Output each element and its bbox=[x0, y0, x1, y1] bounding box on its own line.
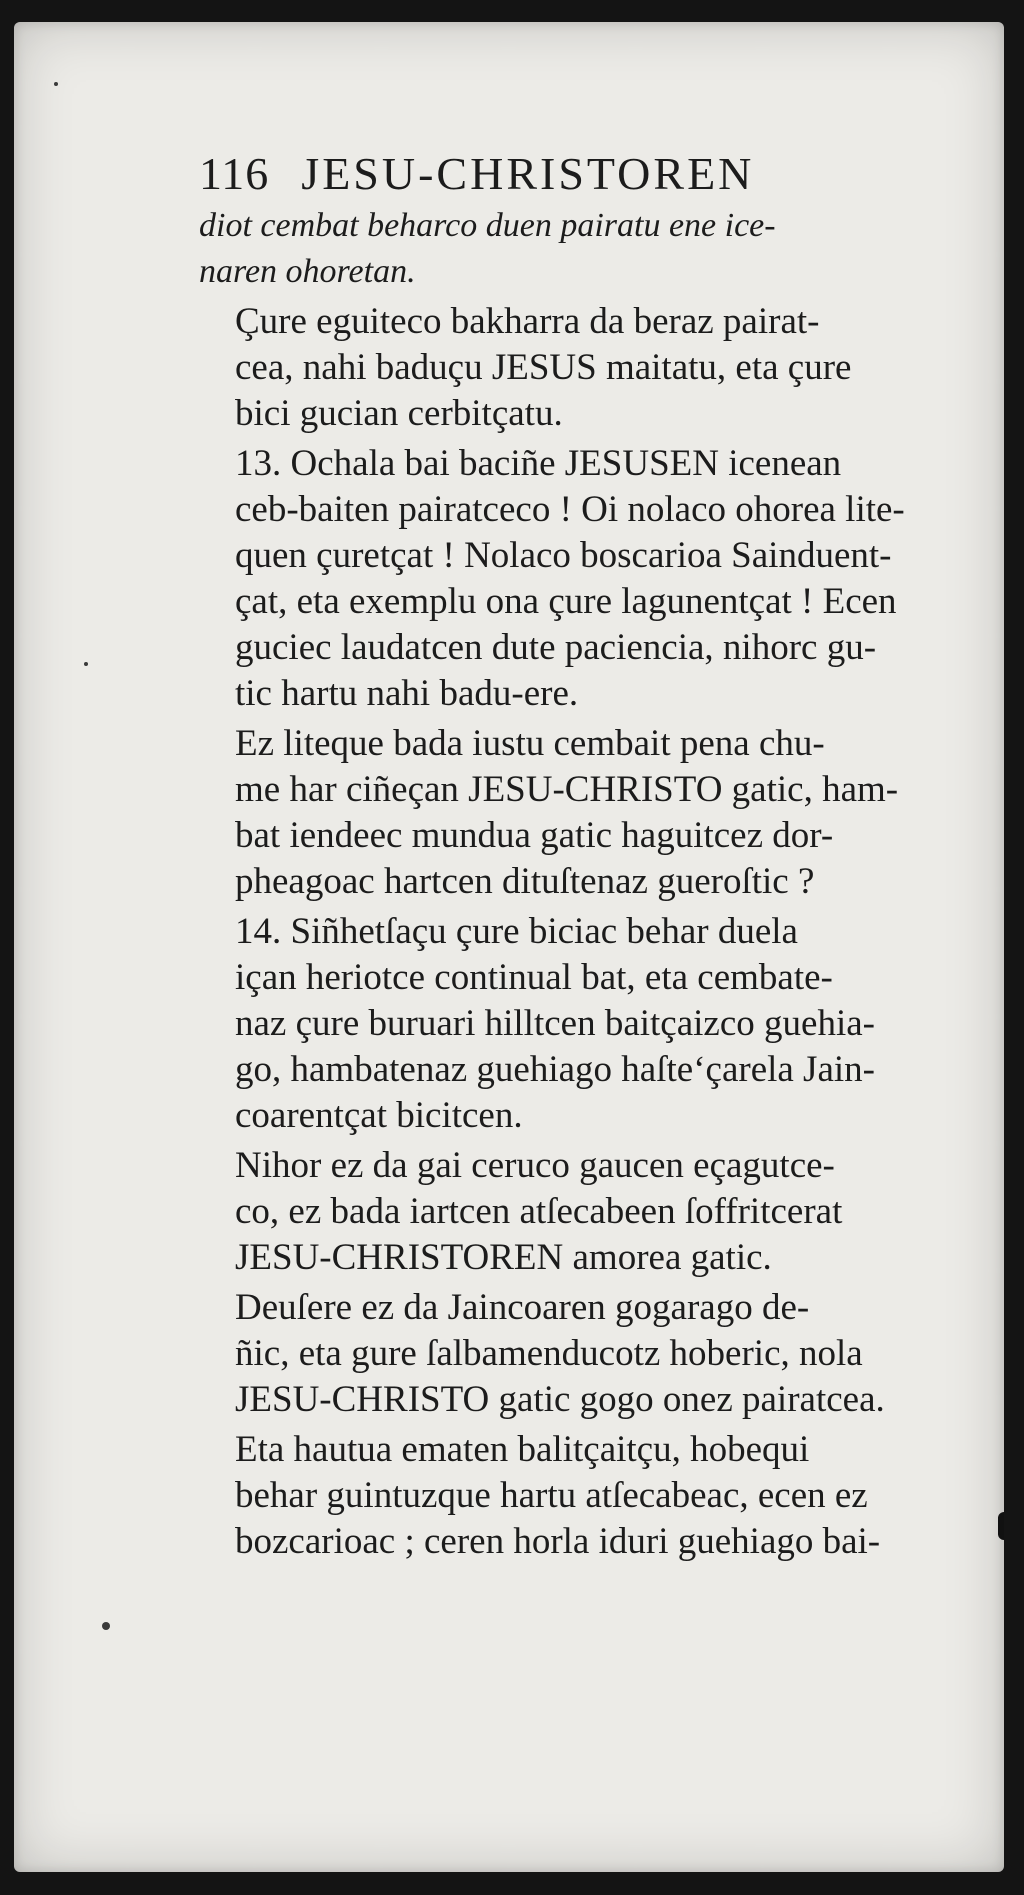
text-line: 13. Ochala bai baciñe JESUSEN icenean bbox=[235, 443, 842, 484]
text-line: go, hambatenaz guehiago haſteʻçarela Jain- bbox=[235, 1049, 875, 1090]
text-line: Deuſere ez da Jaincoaren gogarago de- bbox=[235, 1287, 810, 1328]
text-line: Eta hautua ematen balitçaitçu, hobequi bbox=[235, 1429, 810, 1470]
text-line: co, ez bada iartcen atſecabeen ſoffritcerat bbox=[235, 1191, 843, 1232]
paragraph-2 bbox=[199, 441, 999, 717]
paper-speck bbox=[54, 82, 58, 86]
text-line: JESU-CHRISTO gatic gogo onez pairatcea. bbox=[235, 1379, 885, 1420]
text-line: JESU-CHRISTOREN amorea gatic. bbox=[235, 1237, 772, 1278]
text-line: me har ciñeçan JESU-CHRISTO gatic, ham- bbox=[235, 769, 899, 810]
text-line: ceb-baiten pairatceco ! Oi nolaco ohorea lite- bbox=[235, 489, 905, 530]
paragraph-1 bbox=[199, 299, 999, 437]
text-line: tic hartu nahi badu-ere. bbox=[235, 673, 579, 714]
text-line: quen çuretçat ! Nolaco boscarioa Sainduent- bbox=[235, 535, 892, 576]
text-line: bici gucian cerbitçatu. bbox=[235, 393, 563, 434]
text-line: bat iendeec mundua gatic haguitcez dor- bbox=[235, 815, 834, 856]
paragraph-7 bbox=[199, 1427, 999, 1565]
text-line: guciec laudatcen dute paciencia, nihorc gu- bbox=[235, 627, 877, 668]
paragraph-4 bbox=[199, 909, 999, 1139]
text-line: pheagoac hartcen dituſtenaz gueroſtic ? bbox=[235, 861, 815, 902]
text-line: behar guintuzque hartu atſecabeac, ecen ez bbox=[235, 1475, 868, 1516]
paragraph-3 bbox=[199, 721, 999, 905]
text-line: içan heriotce continual bat, eta cembate- bbox=[235, 957, 833, 998]
book-page bbox=[14, 22, 1004, 1872]
paragraph-5 bbox=[199, 1143, 999, 1281]
text-line: Ez liteque bada iustu cembait pena chu- bbox=[235, 723, 825, 764]
running-title: JESU-CHRISTOREN bbox=[301, 148, 755, 199]
text-line: naren ohoretan. bbox=[199, 253, 416, 290]
text-line: diot cembat beharco duen pairatu ene ice- bbox=[199, 207, 776, 244]
text-line: coarentçat bicitcen. bbox=[235, 1095, 523, 1136]
page-text bbox=[199, 147, 999, 1565]
text-line: bozcarioac ; ceren horla iduri guehiago bai- bbox=[235, 1521, 881, 1562]
text-line: ñic, eta gure ſalbamenducotz hoberic, nola bbox=[235, 1333, 863, 1374]
intro-italic-text bbox=[199, 203, 999, 295]
text-line: naz çure buruari hilltcen baitçaizco guehia- bbox=[235, 1003, 875, 1044]
text-line: Nihor ez da gai ceruco gaucen eçagutce- bbox=[235, 1145, 835, 1186]
text-line: çat, eta exemplu ona çure lagunentçat ! Ecen bbox=[235, 581, 897, 622]
page-number: 116 bbox=[199, 148, 270, 199]
paragraph-6 bbox=[199, 1285, 999, 1423]
running-header bbox=[199, 147, 999, 201]
text-line: Çure eguiteco bakharra da beraz pairat- bbox=[235, 301, 820, 342]
text-line: cea, nahi baduçu JESUS maitatu, eta çure bbox=[235, 347, 852, 388]
text-line: 14. Siñhetſaçu çure biciac behar duela bbox=[235, 911, 798, 952]
paper-speck bbox=[84, 662, 88, 666]
paper-speck bbox=[102, 1622, 110, 1630]
